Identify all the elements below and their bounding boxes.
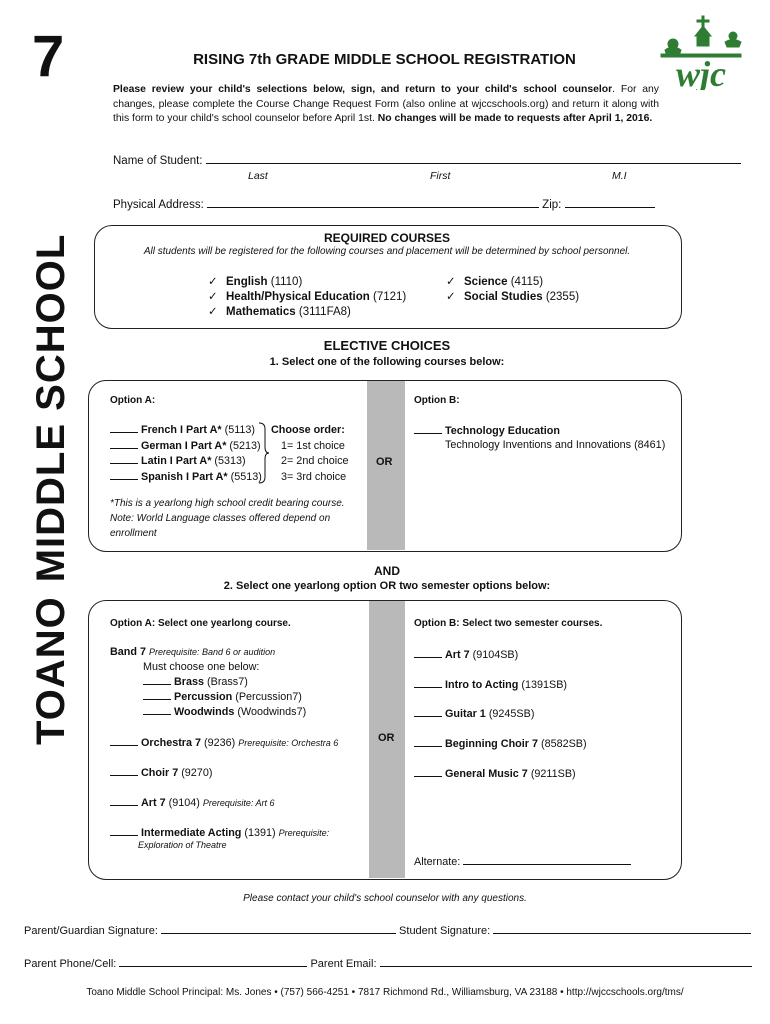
elective-heading: ELECTIVE CHOICES	[323, 338, 451, 353]
school-name-word1: TOANO	[29, 596, 73, 745]
option-b-label: Option B:	[414, 395, 460, 406]
parent-signature-label: Parent/Guardian Signature:	[24, 925, 158, 937]
school-name-vertical	[30, 234, 72, 745]
band-sub-item[interactable]: Woodwinds (Woodwinds7)	[143, 705, 306, 720]
student-name-field[interactable]	[206, 153, 741, 164]
semester-item[interactable]: General Music 7 (9211SB)	[414, 767, 587, 780]
order-item: 3= 3rd choice	[281, 470, 347, 483]
address-field[interactable]	[207, 197, 539, 208]
band-must-choose: Must choose one below:	[143, 661, 260, 673]
language-notes	[110, 496, 365, 541]
required-course-item: ✓ Science (4115)	[446, 276, 544, 288]
acting-prereq-2: Exploration of Theatre	[138, 840, 227, 850]
last-name-caption: Last	[248, 170, 268, 182]
first-name-caption: First	[430, 170, 451, 182]
alternate-row	[414, 855, 631, 868]
art-item[interactable]: Art 7 (9104) Prerequisite: Art 6	[110, 796, 275, 809]
alternate-label: Alternate:	[414, 856, 461, 868]
semester-item[interactable]: Art 7 (9104SB)	[414, 648, 587, 678]
parent-email-field[interactable]	[380, 956, 752, 967]
intro-middle: . For any changes, please complete the Course Change Request Form (also online at wjccschools.org) and return it along with this form to your child's school counselor before April 1st.	[113, 84, 659, 124]
checkmark-icon: ✓	[208, 306, 218, 318]
parent-contact-row	[24, 956, 752, 970]
language-item[interactable]: French I Part A* (5113)	[110, 423, 262, 439]
language-note-2: Note: World Language classes offered depend on	[110, 513, 331, 524]
parent-signature-field[interactable]	[161, 923, 396, 934]
semester-list	[414, 648, 587, 780]
orchestra-item[interactable]: Orchestra 7 (9236) Prerequisite: Orchestra 6	[110, 736, 338, 749]
parent-signature-row	[24, 923, 751, 937]
required-course-item: ✓ Social Studies (2355)	[446, 291, 580, 303]
language-item[interactable]: German I Part A* (5213)	[110, 439, 262, 455]
semester-item[interactable]: Beginning Choir 7 (8582SB)	[414, 737, 587, 767]
order-item: 1= 1st choice	[281, 439, 345, 452]
language-note-1: *This is a yearlong high school credit bearing course.	[110, 498, 345, 509]
yearlong-option-label: Option A: Select one yearlong course.	[110, 618, 291, 629]
student-signature-label: Student Signature:	[399, 925, 491, 937]
order-item: 2= 2nd choice	[281, 455, 349, 467]
logo-wordmark: wjc	[676, 54, 726, 90]
technology-sub: Technology Inventions and Innovations (8461)	[445, 439, 666, 451]
elective-step1: 1. Select one of the following courses below:	[269, 356, 505, 368]
intro-bold-lead: Please review your child's selections below, sign, and return to your child's school counselor	[113, 84, 613, 95]
band-sub-item[interactable]: Brass (Brass7)	[143, 675, 306, 690]
semester-item[interactable]: Guitar 1 (9245SB)	[414, 707, 587, 737]
checkmark-icon: ✓	[208, 291, 218, 303]
choose-order-label: Choose order:	[271, 424, 345, 436]
band-item[interactable]: Band 7 Prerequisite: Band 6 or audition	[110, 646, 276, 658]
language-item[interactable]: Spanish I Part A* (5513)	[110, 470, 262, 486]
acting-item[interactable]: Intermediate Acting (1391) Prerequisite:	[110, 826, 329, 839]
choose-order-block	[271, 423, 349, 485]
student-name-label: Name of Student:	[113, 155, 203, 167]
student-name-row	[113, 153, 741, 167]
required-note: All students will be registered for the following courses and placement will be determined by school personnel.	[143, 246, 631, 257]
required-course-item: ✓ Health/Physical Education (7121)	[208, 291, 407, 303]
technology-item[interactable]: Technology Education	[414, 424, 560, 437]
language-item[interactable]: Latin I Part A* (5313)	[110, 454, 262, 470]
semester-item[interactable]: Intro to Acting (1391SB)	[414, 678, 587, 707]
address-row	[113, 197, 655, 211]
choir-item[interactable]: Choir 7 (9270)	[110, 766, 212, 779]
required-heading: REQUIRED COURSES	[323, 231, 451, 245]
parent-phone-label: Parent Phone/Cell:	[24, 958, 117, 970]
language-note-3: enrollment	[110, 528, 157, 539]
parent-email-label: Parent Email:	[310, 958, 377, 970]
address-label: Physical Address:	[113, 199, 204, 211]
student-signature-field[interactable]	[493, 923, 751, 934]
semester-option-label: Option B: Select two semester courses.	[414, 618, 603, 629]
option-a-label: Option A:	[110, 395, 156, 406]
and-label: AND	[374, 564, 400, 578]
zip-label: Zip:	[542, 199, 562, 211]
or-label-2: OR	[378, 732, 395, 744]
zip-field[interactable]	[565, 197, 655, 208]
school-name-word2: MIDDLE SCHOOL	[29, 233, 73, 583]
brace-icon	[258, 422, 270, 489]
parent-phone-field[interactable]	[119, 956, 307, 967]
intro-paragraph	[113, 83, 659, 127]
required-right-list	[446, 275, 579, 305]
checkmark-icon: ✓	[446, 276, 456, 288]
band-sub-list	[143, 675, 306, 720]
contact-note: Please contact your child's school counselor with any questions.	[243, 893, 527, 904]
required-left-list	[208, 275, 406, 320]
elective-step2: 2. Select one yearlong option OR two semester options below:	[223, 580, 551, 592]
checkmark-icon: ✓	[208, 276, 218, 288]
required-course-item: ✓ Mathematics (3111FA8)	[208, 306, 351, 318]
grade-number: 7	[32, 24, 65, 89]
required-course-item: ✓ English (1110)	[208, 276, 303, 288]
page-title: RISING 7th GRADE MIDDLE SCHOOL REGISTRATION	[193, 51, 576, 68]
language-list	[110, 423, 262, 485]
school-footer: Toano Middle School Principal: Ms. Jones • (757) 566-4251 • 7817 Richmond Rd., Williamsburg, VA 23188 • http://wjccschools.org/tms/	[86, 987, 684, 998]
district-logo	[655, 14, 747, 90]
checkmark-icon: ✓	[446, 291, 456, 303]
or-label-1: OR	[376, 456, 393, 468]
intro-bold-tail: No changes will be made to requests after April 1, 2016.	[377, 113, 653, 124]
band-sub-item[interactable]: Percussion (Percussion7)	[143, 690, 306, 705]
middle-initial-caption: M.I	[612, 170, 627, 182]
alternate-field[interactable]	[463, 855, 631, 865]
